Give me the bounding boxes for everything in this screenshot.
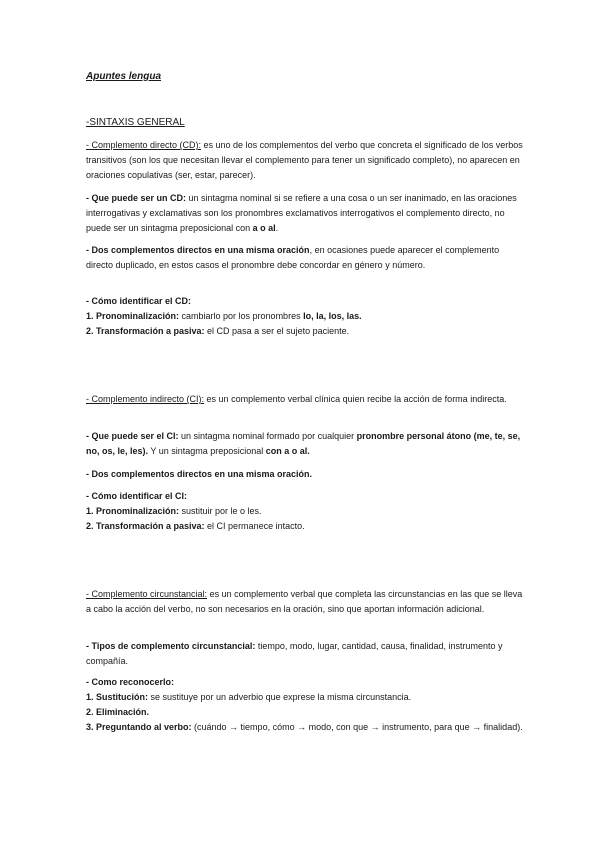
ci-item1-text: sustituir por le o les. bbox=[179, 506, 262, 516]
ci-definition: es un complemento verbal clínica quien recibe la acción de forma indirecta. bbox=[204, 394, 507, 404]
cd-item1-text: cambiarlo por los pronombres bbox=[179, 311, 304, 321]
ci-como-list bbox=[86, 489, 526, 534]
cc-definition-paragraph bbox=[86, 587, 526, 617]
cc-item2-label: 2. Eliminación. bbox=[86, 707, 150, 717]
ci-que-text: un sintagma nominal formado por cualquier bbox=[178, 431, 357, 441]
cd-dos-text: , en ocasiones puede aparecer el complemento directo duplicado, en estos casos el pronombre debe concordar en género y número. bbox=[86, 245, 500, 270]
ci-como-label: - Cómo identificar el CI: bbox=[86, 491, 188, 501]
cd-dos-paragraph bbox=[86, 243, 526, 273]
ci-que-bold2: con a o al. bbox=[265, 446, 310, 456]
cd-heading: - Complemento directo (CD): bbox=[86, 140, 202, 150]
cc-heading: - Complemento circunstancial: bbox=[86, 589, 208, 599]
cd-como-list bbox=[86, 294, 526, 339]
cd-como-label: - Cómo identificar el CD: bbox=[86, 296, 192, 306]
ci-item2-text: el CI permanece intacto. bbox=[204, 521, 305, 531]
cd-que-end: . bbox=[275, 223, 279, 233]
cd-definition-paragraph bbox=[86, 138, 526, 183]
cd-item1-bold: lo, la, los, las. bbox=[303, 311, 362, 321]
ci-que-bold: pronombre personal átono (me, te, se, no, os, le, les). bbox=[86, 431, 521, 456]
section-heading: -SINTAXIS GENERAL bbox=[86, 117, 185, 128]
cc-como-list bbox=[86, 675, 526, 735]
cd-que-bold: a o al bbox=[252, 223, 276, 233]
cd-dos-label: - Dos complementos directos en una misma oración bbox=[86, 245, 310, 255]
ci-definition-paragraph bbox=[86, 392, 526, 407]
cc-definition: es un complemento verbal que completa las circunstancias en las que se lleva a cabo la acción del verbo, no son necesarios en la oración, sino que aportan información adicional. bbox=[86, 589, 523, 614]
cd-item2-label: 2. Transformación a pasiva: bbox=[86, 326, 205, 336]
cd-que-text: un sintagma nominal si se refiere a una cosa o un ser inanimado, en las oraciones interrogativas y exclamativas son los pronombres exclamativos interrogativos el complemento directo, no puede ser un sintagma preposicional con bbox=[86, 193, 517, 233]
cc-item1-text: se sustituye por un adverbio que exprese la misma circunstancia. bbox=[148, 692, 412, 702]
ci-que-paragraph bbox=[86, 429, 526, 459]
ci-heading: - Complemento indirecto (CI): bbox=[86, 394, 205, 404]
cd-item2-text: el CD pasa a ser el sujeto paciente. bbox=[204, 326, 350, 336]
cc-item1-label: 1. Sustitución: bbox=[86, 692, 149, 702]
ci-item1-label: 1. Pronominalización: bbox=[86, 506, 180, 516]
ci-que-label: - Que puede ser el CI: bbox=[86, 431, 179, 441]
cd-que-label: - Que puede ser un CD: bbox=[86, 193, 187, 203]
cc-item3-text: (cuándo → tiempo, cómo → modo, con que → instrumento, para que → finalidad). bbox=[191, 722, 523, 732]
cd-que-paragraph bbox=[86, 191, 526, 236]
cd-item1-label: 1. Pronominalización: bbox=[86, 311, 180, 321]
ci-item2-label: 2. Transformación a pasiva: bbox=[86, 521, 205, 531]
ci-dos-label: - Dos complementos directos en una misma oración. bbox=[86, 469, 313, 479]
cc-tipos-label: - Tipos de complemento circunstancial: bbox=[86, 641, 256, 651]
ci-que-text2: Y un sintagma preposicional bbox=[148, 446, 266, 456]
cc-tipos-text: tiempo, modo, lugar, cantidad, causa, finalidad, instrumento y compañía. bbox=[86, 641, 503, 666]
cd-definition: es uno de los complementos del verbo que concreta el significado de los verbos transitivos (son los que necesitan llevar el complemento para tener un significado completo), no aparecen en oraciones copulativas (ser, estar, parecer). bbox=[86, 140, 523, 180]
cc-como-label: - Como reconocerlo: bbox=[86, 677, 175, 687]
ci-dos-paragraph bbox=[86, 467, 526, 482]
cc-tipos-paragraph bbox=[86, 639, 526, 669]
document-title: Apuntes lengua bbox=[86, 71, 162, 82]
cc-item3-label: 3. Preguntando al verbo: bbox=[86, 722, 192, 732]
